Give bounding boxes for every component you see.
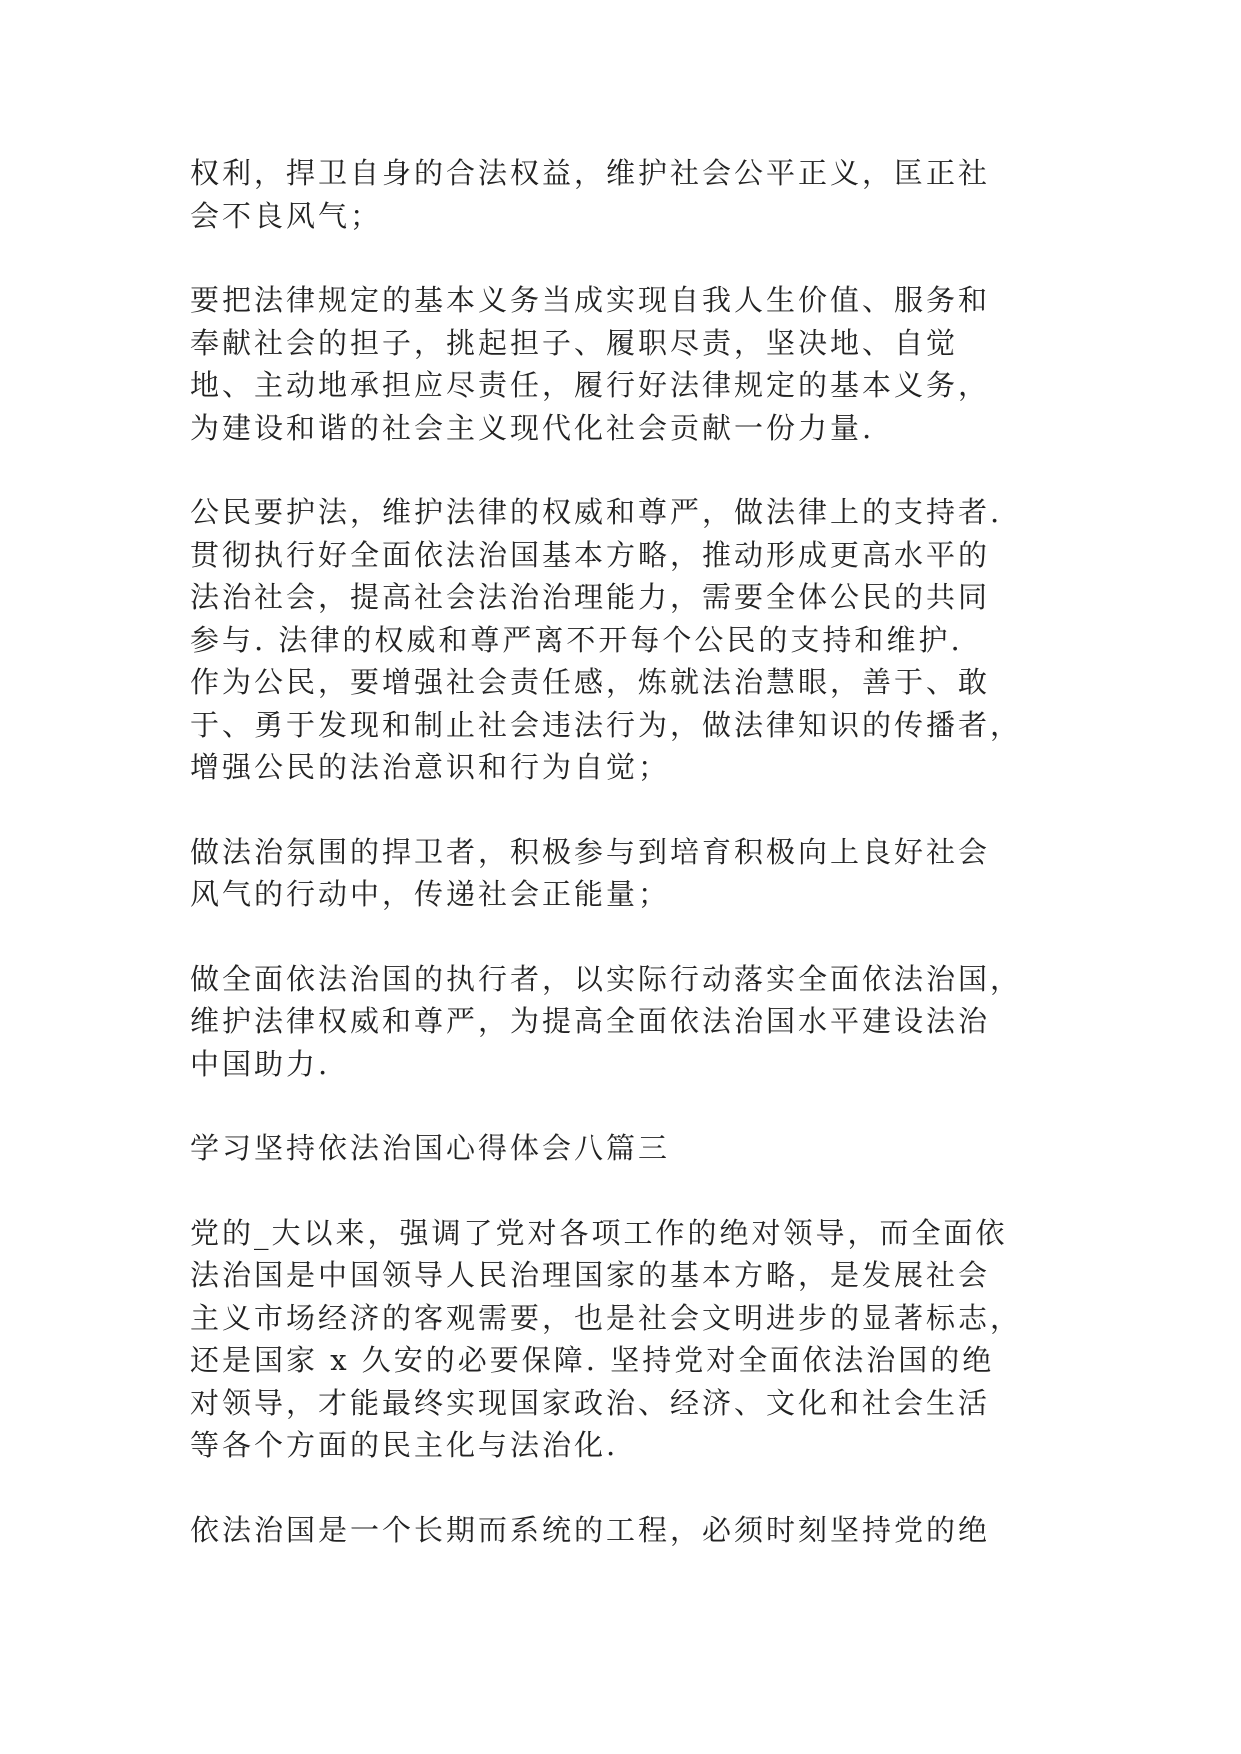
text-line: 中国助力. bbox=[190, 1046, 331, 1081]
paragraph-duties bbox=[190, 279, 1050, 449]
text-line: 要把法律规定的基本义务当成实现自我人生价值、服务和 bbox=[190, 283, 991, 317]
text-line: 法治社会，提高社会法治治理能力，需要全体公民的共同 bbox=[190, 580, 991, 614]
text-line: 会不良风气； bbox=[190, 198, 383, 233]
text-line: 风气的行动中，传递社会正能量； bbox=[190, 877, 671, 911]
text-line: 增强公民的法治意识和行为自觉； bbox=[190, 750, 671, 784]
text-line: 公民要护法，维护法律的权威和尊严，做法律上的支持者. bbox=[190, 495, 1003, 529]
section-heading: 学习坚持依法治国心得体会八篇三 bbox=[190, 1131, 671, 1165]
text-line: 作为公民，要增强社会责任感，炼就法治慧眼，善于、敢 bbox=[190, 665, 991, 699]
text-line: 参与. 法律的权威和尊严离不开每个公民的支持和维护. bbox=[190, 622, 963, 657]
text-line: 对领导，才能最终实现国家政治、经济、文化和社会生活 bbox=[190, 1385, 991, 1420]
text-line: 奉献社会的担子，挑起担子、履职尽责，坚决地、自觉 bbox=[190, 325, 959, 360]
text-line: 依法治国是一个长期而系统的工程，必须时刻坚持党的绝 bbox=[190, 1512, 991, 1547]
text-line: 党的_大以来，强调了党对各项工作的绝对领导，而全面依 bbox=[190, 1215, 1008, 1250]
text-line: 做全面依法治国的执行者，以实际行动落实全面依法治国， bbox=[190, 961, 1023, 996]
text-line: 法治国是中国领导人民治理国家的基本方略，是发展社会 bbox=[190, 1258, 991, 1292]
text-line: 维护法律权威和尊严，为提高全面依法治国水平建设法治 bbox=[190, 1004, 991, 1038]
text-line: 等各个方面的民主化与法治化. bbox=[190, 1428, 619, 1462]
text-line: 主义市场经济的客观需要，也是社会文明进步的显著标志， bbox=[190, 1300, 1023, 1335]
text-line: 贯彻执行好全面依法治国基本方略，推动形成更高水平的 bbox=[190, 537, 991, 572]
text-line: 为建设和谐的社会主义现代化社会贡献一份力量. bbox=[190, 410, 875, 445]
paragraph-atmosphere bbox=[190, 831, 1050, 916]
paragraph-party-leadership bbox=[190, 1212, 1050, 1467]
text-line: 于、勇于发现和制止社会违法行为，做法律知识的传播者， bbox=[190, 707, 1023, 742]
paragraph-rights bbox=[190, 152, 1050, 237]
paragraph-executor bbox=[190, 958, 1050, 1086]
text-line: 还是国家 x 久安的必要保障. 坚持党对全面依法治国的绝 bbox=[190, 1343, 995, 1377]
document-body bbox=[190, 152, 1050, 1593]
paragraph-long-term bbox=[190, 1509, 1050, 1552]
paragraph-protect-law bbox=[190, 491, 1050, 789]
text-line: 地、主动地承担应尽责任，履行好法律规定的基本义务， bbox=[190, 368, 991, 402]
text-line: 做法治氛围的捍卫者，积极参与到培育积极向上良好社会 bbox=[190, 834, 991, 869]
text-line: 权利，捍卫自身的合法权益，维护社会公平正义，匡正社 bbox=[190, 156, 991, 190]
